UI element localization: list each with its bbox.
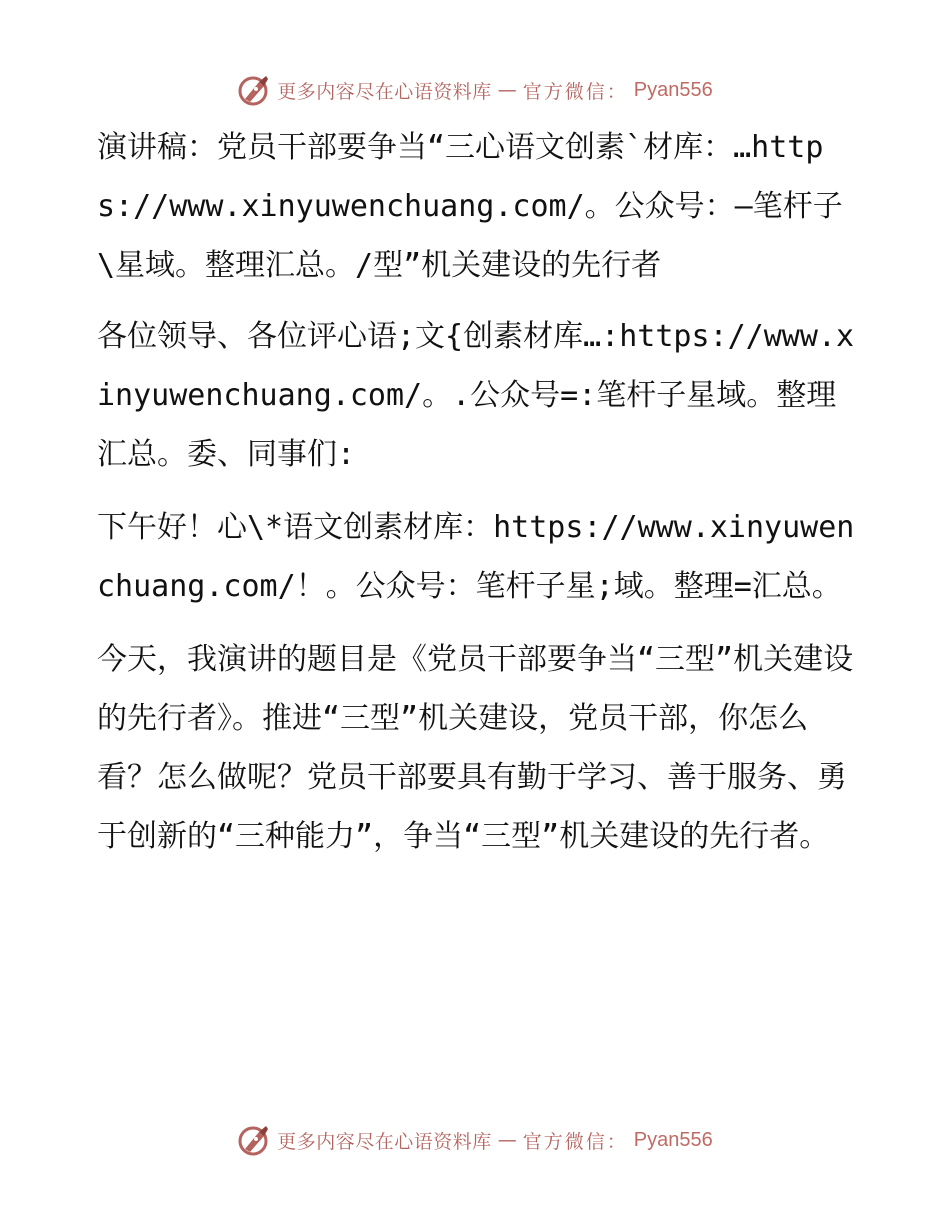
paragraph-intro: 今天，我演讲的题目是《党员干部要争当“三型”机关建设的先行者》。推进“三型”机关建设，党员干部，你怎么看？怎么做呢？党员干部要具有勤于学习、善于服务、勇于创新的“三种能力”，争当“三型”机关建设的先行者。 [97,642,854,854]
document-body [97,118,857,880]
paragraph-title: 演讲稿：党员干部要争当“三心语文创素`材库：…https://www.xinyuwenchuang.com/。公众号：—笔杆子\星域。整理汇总。/型”机关建设的先行者 [97,130,843,283]
paragraph-greeting: 各位领导、各位评心语;文{创素材库…:https://www.xinyuwenchuang.com/。.公众号=:笔杆子星域。整理汇总。委、同事们: [97,319,855,472]
watermark-account: Pyan556 [633,1128,713,1151]
watermark-text: 更多内容尽在心语资料库 [277,1130,492,1153]
watermark-separator: — [497,1129,517,1151]
paragraph-salutation: 下午好！心\*语文创素材库：https://www.xinyuwenchuang.com/！。公众号：笔杆子星;域。整理=汇总。 [97,510,855,604]
watermark-wechat-label: 官方微信： [522,1130,628,1153]
watermark-account: Pyan556 [633,78,713,101]
footer-watermark [0,1120,950,1160]
watermark-separator: — [497,79,517,101]
watermark-text: 更多内容尽在心语资料库 [277,80,492,103]
header-watermark [0,70,950,110]
pen-nib-logo-icon [237,73,271,107]
watermark-wechat-label: 官方微信： [522,80,628,103]
pen-nib-logo-icon [237,1123,271,1157]
